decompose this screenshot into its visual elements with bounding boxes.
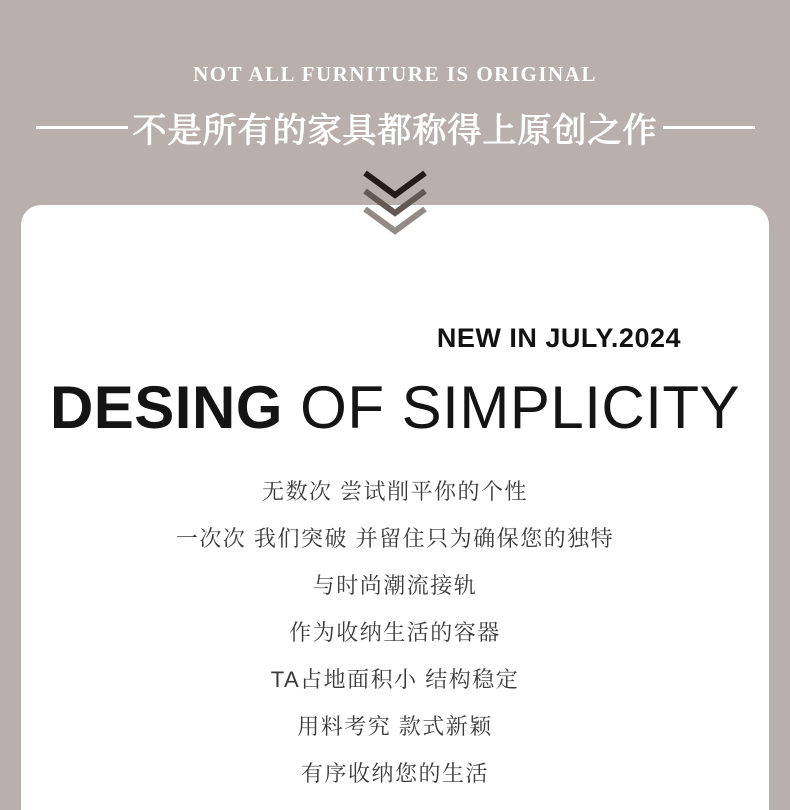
description-line: 无数次 尝试削平你的个性 (261, 479, 529, 504)
description-line: 有序收纳您的生活 (300, 761, 489, 786)
hero-english-subtitle: NOT ALL FURNITURE IS ORIGINAL (193, 62, 597, 86)
new-in-badge: NEW IN JULY.2024 (436, 323, 681, 353)
description-line: 一次次 我们突破 并留住只为确保您的独特 (175, 526, 615, 551)
description-line: 作为收纳生活的容器 (289, 620, 501, 645)
description-line: 用料考究 款式新颖 (297, 714, 493, 739)
main-title-bold-part: DESING (49, 374, 283, 441)
headline-left-rule (36, 126, 128, 129)
content-card (21, 205, 769, 810)
headline-right-rule (663, 126, 755, 129)
description-line: TA占地面积小 结构稳定 (270, 667, 520, 692)
main-title-light-part: OF SIMPLICITY (282, 374, 741, 441)
triple-chevron-down-icon (361, 170, 429, 236)
description-block (21, 468, 769, 797)
main-title (21, 374, 769, 441)
description-line: 与时尚潮流接轨 (312, 573, 478, 598)
hero-chinese-headline: 不是所有的家具都称得上原创之作 (132, 112, 658, 150)
hero-headline-row (0, 103, 790, 152)
